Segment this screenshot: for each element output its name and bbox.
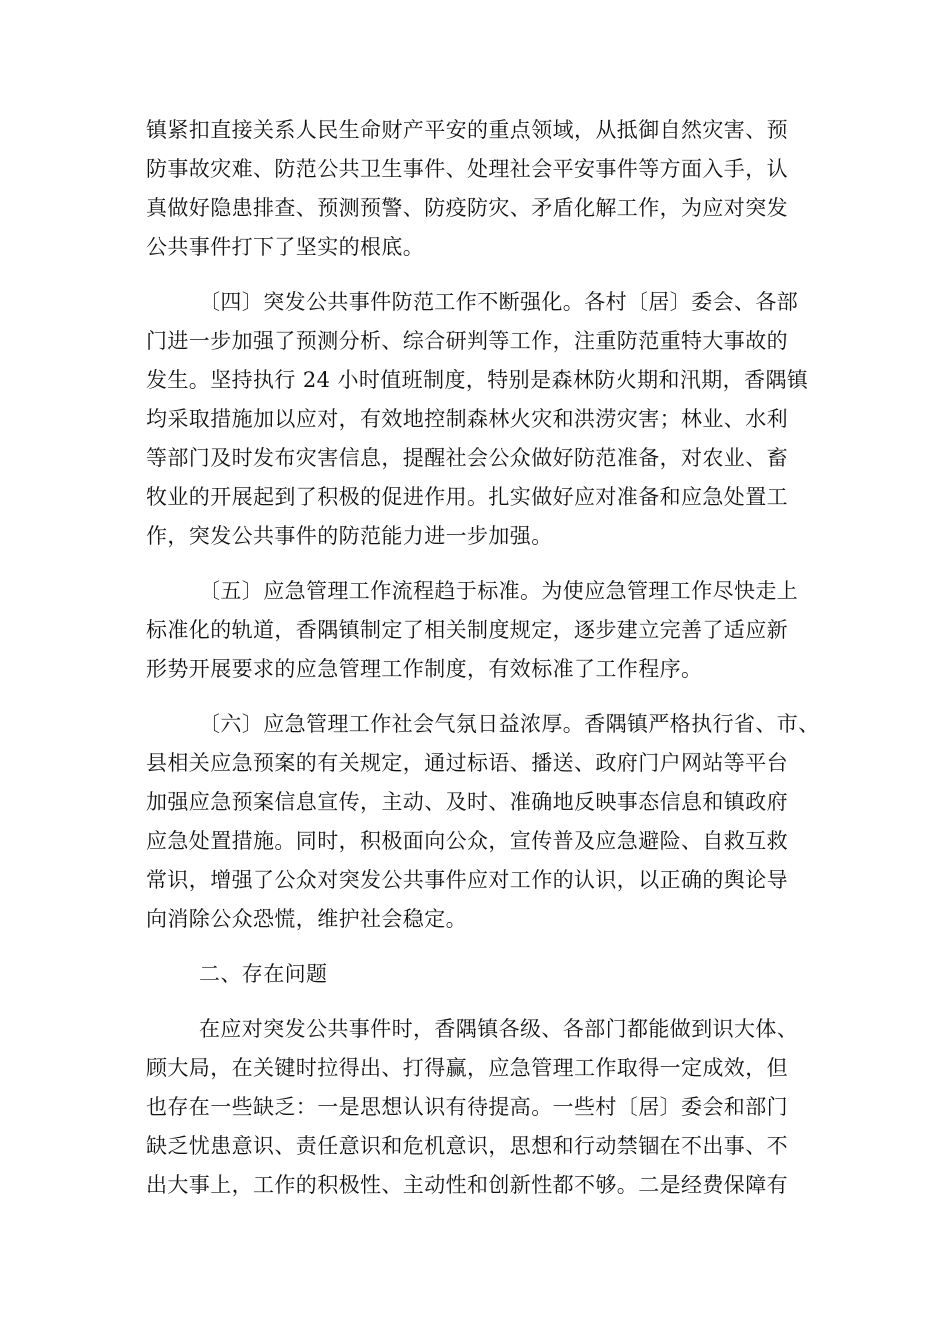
- paragraph-line: 也存在一些缺乏：一是思想认识有待提高。一些村〔居〕委会和部门: [146, 1095, 788, 1119]
- paragraph-line: 作，突发公共事件的防范能力进一步加强。: [146, 524, 553, 548]
- paragraph-line: 门进一步加强了预测分析、综合研判等工作，注重防范重特大事故的: [146, 329, 788, 353]
- paragraph-line: 常识，增强了公众对突发公共事件应对工作的认识，以正确的舆论导: [146, 868, 788, 892]
- section-5-first-line: 〔五〕应急管理工作流程趋于标准。为使应急管理工作尽快走上: [199, 579, 799, 603]
- paragraph-line: 向消除公众恐慌，维护社会稳定。: [146, 907, 467, 931]
- paragraph-line: 防事故灾难、防范公共卫生事件、处理社会平安事件等方面入手，认: [146, 157, 788, 181]
- paragraph-line: 加强应急预案信息宣传，主动、及时、准确地反映事态信息和镇政府: [146, 790, 788, 814]
- paragraph-line: 出大事上，工作的积极性、主动性和创新性都不够。二是经费保障有: [146, 1173, 788, 1197]
- paragraph-line: 牧业的开展起到了积极的促进作用。扎实做好应对准备和应急处置工: [146, 485, 788, 509]
- problems-first-line: 在应对突发公共事件时，香隅镇各级、各部门都能做到识大体、: [199, 1017, 799, 1041]
- paragraph-line: 真做好隐患排查、预测预警、防疫防灾、矛盾化解工作，为应对突发: [146, 196, 788, 220]
- paragraph-line: 应急处置措施。同时，积极面向公众，宣传普及应急避险、自救互救: [146, 829, 788, 853]
- paragraph-line: 县相关应急预案的有关规定，通过标语、播送、政府门户网站等平台: [146, 751, 788, 775]
- paragraph-line: 等部门及时发布灾害信息，提醒社会公众做好防范准备，对农业、畜: [146, 446, 788, 470]
- paragraph-line: 公共事件打下了坚实的根底。: [146, 235, 425, 259]
- paragraph-line: 顾大局，在关键时拉得出、打得赢，应急管理工作取得一定成效，但: [146, 1056, 788, 1080]
- section-heading: 二、存在问题: [199, 962, 328, 986]
- paragraph-line: 镇紧扣直接关系人民生命财产平安的重点领域，从抵御自然灾害、预: [146, 118, 788, 142]
- section-6-first-line: 〔六〕应急管理工作社会气氛日益浓厚。香隅镇严格执行省、市、: [199, 712, 820, 736]
- paragraph-line: 标准化的轨道，香隅镇制定了相关制度规定，逐步建立完善了适应新: [146, 618, 788, 642]
- paragraph-line: 发生。坚持执行 24 小时值班制度，特别是森林防火期和汛期，香隅镇: [146, 368, 809, 392]
- paragraph-line: 形势开展要求的应急管理工作制度，有效标准了工作程序。: [146, 657, 703, 681]
- paragraph-line: 缺乏忧患意识、责任意识和危机意识，思想和行动禁锢在不出事、不: [146, 1134, 788, 1158]
- paragraph-line: 均采取措施加以应对，有效地控制森林火灾和洪涝灾害；林业、水利: [146, 407, 788, 431]
- section-4-first-line: 〔四〕突发公共事件防范工作不断强化。各村〔居〕委会、各部: [199, 290, 799, 314]
